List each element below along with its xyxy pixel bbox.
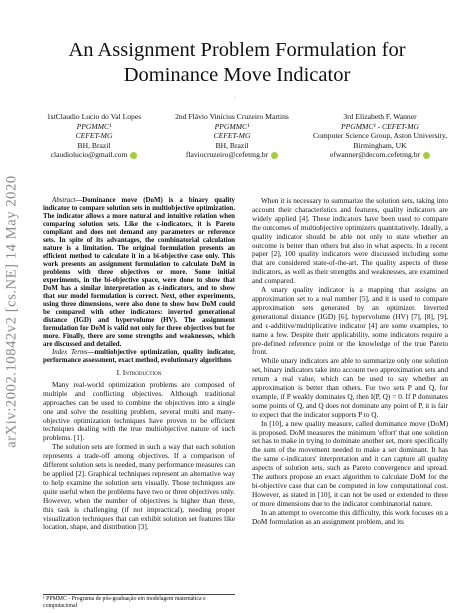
author-affiliation: PPGMMC¹: [214, 121, 250, 131]
index-terms-lead: Index Terms: [52, 349, 88, 356]
index-terms-text: —multiobjective optimization, quality indicator, performance assessment, exact method, evolutionary algorithms: [43, 349, 235, 364]
author-block-1: [24, 112, 164, 160]
intro-paragraph-2: The solution sets are formed in such a way that each solution represents a trade-off among objectives. If a comparison of different solution sets is needed, many performance measures can be applied [2]. Graphical techniques represent an alternative way to help examine the solution sets visually. Those techniques are quite useful when the problems have two or three objectives only. However, when the number of objectives is higher than three, this task is challenging (if not impractical), needing proper visualization techniques that can exhibit solution set features like location, shape, and distribution [3].: [43, 442, 235, 532]
author-affiliation: CEFET-MG: [75, 131, 113, 141]
orcid-icon[interactable]: [423, 152, 430, 159]
body-paragraph-4: In [10], a new quality measure, called dominance move (DoM) is proposed. DoM measures the minimum 'effort' that one solution set has to make in trying to dominate another set, more specifically the sum of the movement needed to make a set dominant. It has the same ϵ-indicators' interpretation and it can capture all quality aspects of solution sets, such as Pareto convergence and spread. The authors propose an exact algorithm to calculate DoM for the bi-objective case that can be computed in low computational cost. However, as stated in [10], it can not be used or extended to three or more dimensions due to the indicator combinatorial nature.: [252, 418, 448, 508]
arxiv-stamp: arXiv:2002.10842v2 [cs.NE] 14 May 2020: [3, 175, 20, 448]
abstract-text: —Dominance move (DoM) is a binary quality indicator to compare solution sets in multiobjective optimization. The indicator allows a more natural and intuitive relation when comparing solution sets. Like the ϵ-indicators, it is Pareto compliant and does not demand any parameters or reference sets. In spite of its advantages, the combinatorial calculation nature is a limitation. The original formulation presents an efficient method to calculate it in a bi-objective case only. This work presents an assignment formulation to calculate DoM in problems with three objectives or more. Some initial experiments, in the bi-objective space, were done to show that DoM has a similar interpretation as ϵ-indicators, and to show that our model formulation is correct. Next, other experiments, using three dimensions, were also done to show how DoM could be compared with other indicators: inverted generational distance (IGD) and hypervolume (HV). The assignment formulation for DoM is valid not only for three objectives but for more. Finally, there are some strengths and weaknesses, which are discussed and detailed.: [43, 197, 235, 348]
body-paragraph-2: A unary quality indicator is a mapping that assigns an approximation set to a real number [5], and it is used to compare approximation sets generated by an optimizer. Inverted generational distance (IGD) [6], hypervolume (HV) [7], [8], [9], and ϵ-additive/multiplicative indicator [4] are some examples, to name a few. Despite their applicability, some indicators require a pre-defined reference point or the knowledge of the true Pareto front.: [252, 285, 448, 357]
author-block-3: [306, 112, 454, 160]
author-affiliation: PPGMMC¹ - CEFET-MG: [340, 121, 420, 131]
author-block-2: [168, 112, 296, 160]
author-affiliation: Computer Science Group, Aston University,: [312, 131, 448, 141]
author-email[interactable]: efwanner@decom.cefetmg.br: [329, 150, 421, 160]
section-heading-introduction: I. Introduction: [116, 368, 162, 377]
body-paragraph-5: In an attempt to overcome this difficulty, this work focuses on a DoM formulation as an assignment problem, and its: [252, 507, 448, 526]
right-column: [252, 197, 448, 527]
title-dot: ·: [234, 95, 236, 101]
author-affiliation: PPGMMC¹: [76, 121, 112, 131]
author-name: 1stClaudio Lucio do Val Lopes: [46, 112, 142, 121]
author-email-line: [24, 150, 164, 160]
orcid-icon[interactable]: [130, 152, 137, 159]
left-column: [43, 197, 235, 532]
paper-title-line-1: An Assignment Problem Formulation for: [68, 39, 406, 61]
intro-paragraph-1: Many real-world optimization problems are composed of multiple and conflicting objectives. Although traditional approaches can be used to combine the objectives into a single one and solve the resulting problem, several multi and many-objective optimization techniques have proven to be efficient techniques dealing with the true multiobjective nature of such problems. [1].: [43, 379, 235, 443]
author-location: BH, Brazil: [215, 140, 249, 150]
author-email-line: [306, 150, 454, 160]
author-location: BH, Brazil: [77, 140, 111, 150]
abstract: [43, 197, 235, 349]
author-location: Birmingham, UK: [353, 140, 407, 150]
author-email[interactable]: claudiolucio@gmail.com: [50, 150, 128, 160]
author-email[interactable]: flaviocruzeiro@cefetmg.br: [185, 150, 269, 160]
author-email-line: [168, 150, 296, 160]
body-paragraph-3: While unary indicators are able to summarize only one solution set, binary indicators take into account two approximation sets and return a real value, which can be used to say whether an approximation is better than others. For two sets P and Q, for example, if P weakly dominates Q, then I(P, Q) = 0. If P dominates some points of Q, and Q does not dominate any point of P, it is fair to expect that the indicator supports P to Q.: [252, 356, 448, 419]
author-affiliation: CEFET-MG: [213, 131, 251, 141]
footnote: ¹ PPMMC - Programa de pós-graduação em modelagem matemática e computacional: [43, 594, 235, 610]
author-name: 2nd Flávio Vinícius Cruzeiro Martins: [175, 112, 289, 121]
paper-title-line-2: Dominance Move Indicator: [123, 64, 351, 86]
index-terms: [43, 349, 235, 365]
body-paragraph-1: When it is necessary to summarize the solution sets, taking into account their characteristics and features, quality indicators are widely applied [4]. These indicators have been used to compare the outcomes of multiobjective optimizers quantitatively. Ideally, a quality indicator should be able not only to state whether an outcome is better than others but also in what aspects. In a recent paper [2], 100 quality indicators were discussed including some that are considered state-of-the-art. The quality aspects of these indicators, as well as their strengths and weaknesses, are examined and compared.: [252, 196, 448, 286]
abstract-lead: Abstract: [52, 197, 76, 204]
orcid-icon[interactable]: [271, 152, 278, 159]
author-name: 3rd Elizabeth F. Wanner: [343, 112, 417, 121]
